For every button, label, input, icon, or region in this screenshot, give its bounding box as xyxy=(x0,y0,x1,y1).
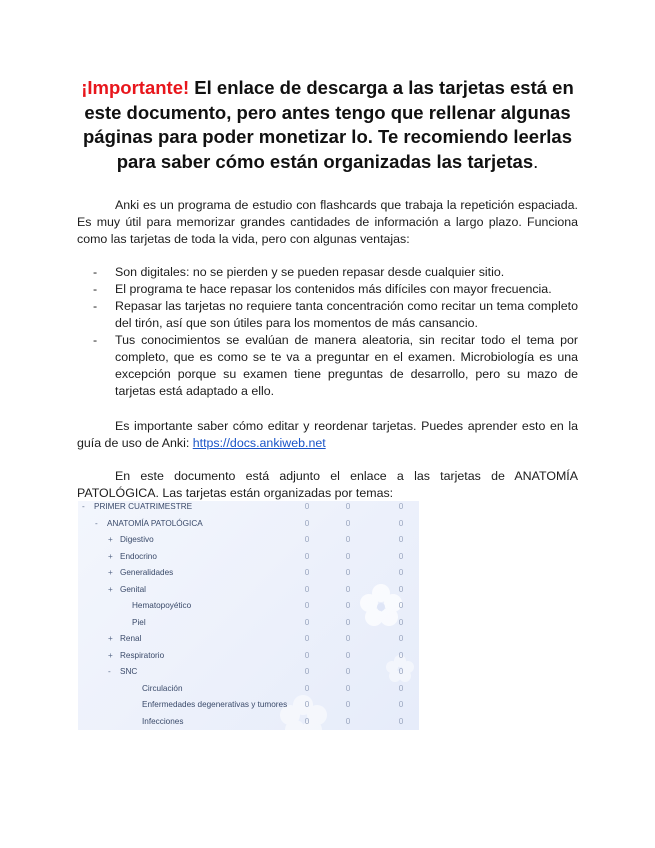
learn-count: 0 xyxy=(345,518,351,528)
list-item xyxy=(77,264,578,281)
new-count: 0 xyxy=(304,551,310,561)
deck-name xyxy=(130,714,183,730)
deck-row[interactable] xyxy=(78,501,419,515)
deck-label: Enfermedades degenerativas y tumores xyxy=(142,700,288,709)
deck-label: Respiratorio xyxy=(120,650,165,660)
new-count: 0 xyxy=(304,617,310,627)
deck-label: Digestivo xyxy=(120,535,154,544)
due-count: 0 xyxy=(398,568,404,577)
list-item-text: El programa te hace repasar los contenidos más difíciles con mayor frecuencia. xyxy=(115,282,552,296)
list-item xyxy=(77,332,578,400)
deck-label: Hematopoyético xyxy=(132,601,192,610)
learn-count: 0 xyxy=(345,535,351,544)
expand-toggle-icon[interactable]: + xyxy=(108,568,113,577)
deck-name xyxy=(108,631,141,647)
deck-label: Renal xyxy=(120,634,142,643)
deck-row[interactable] xyxy=(78,598,419,614)
new-count: 0 xyxy=(304,601,310,610)
deck-row[interactable] xyxy=(78,565,419,581)
collapse-toggle-icon[interactable]: - xyxy=(95,518,98,528)
due-count: 0 xyxy=(398,584,404,594)
deck-label: Infecciones xyxy=(142,716,184,726)
learn-count: 0 xyxy=(345,617,351,627)
deck-row[interactable] xyxy=(78,532,419,548)
anki-deck-screenshot xyxy=(78,501,419,730)
deck-name xyxy=(120,598,191,614)
new-count: 0 xyxy=(304,502,310,511)
learn-count: 0 xyxy=(345,667,351,676)
learn-count: 0 xyxy=(345,716,351,726)
advantages-list xyxy=(77,264,578,400)
learn-count: 0 xyxy=(345,650,351,660)
due-count: 0 xyxy=(398,535,404,544)
deck-note-paragraph xyxy=(77,468,578,502)
list-item-text: Tus conocimientos se evalúan de manera aleatoria, sin recitar todo el tema por completo, que es como se te va a preguntar en el examen. Microbiología es una excepción porque su examen tiene preguntas de desarrollo, pero su mazo de tarjetas está adaptado a ello. xyxy=(115,333,578,398)
bullet-dash: - xyxy=(93,299,98,313)
bullet-dash: - xyxy=(93,282,98,296)
due-count: 0 xyxy=(398,617,404,627)
due-count: 0 xyxy=(398,634,404,643)
due-count: 0 xyxy=(398,716,404,726)
deck-name xyxy=(108,582,146,598)
learn-count: 0 xyxy=(345,634,351,643)
deck-label: SNC xyxy=(120,667,138,676)
deck-label: PRIMER CUATRIMESTRE xyxy=(94,502,193,511)
learn-count: 0 xyxy=(345,568,351,577)
list-item xyxy=(77,281,578,298)
due-count: 0 xyxy=(398,551,404,561)
deck-name xyxy=(95,516,203,532)
deck-label: Generalidades xyxy=(120,568,174,577)
deck-name xyxy=(130,681,183,697)
expand-toggle-icon[interactable]: + xyxy=(108,535,113,544)
important-label: ¡Importante! xyxy=(81,77,190,98)
deck-name xyxy=(108,648,164,664)
deck-row[interactable] xyxy=(78,664,419,680)
bullet-dash: - xyxy=(93,265,98,279)
bullet-dash: - xyxy=(93,333,98,347)
deck-label: Genital xyxy=(120,584,146,594)
new-count: 0 xyxy=(304,518,310,528)
new-count: 0 xyxy=(304,700,310,709)
due-count: 0 xyxy=(398,502,404,511)
new-count: 0 xyxy=(304,716,310,726)
intro-paragraph xyxy=(77,197,578,248)
due-count: 0 xyxy=(398,650,404,660)
deck-row[interactable] xyxy=(78,681,419,697)
deck-name xyxy=(108,549,157,565)
deck-row[interactable] xyxy=(78,697,419,713)
new-count: 0 xyxy=(304,634,310,643)
deck-label: Endocrino xyxy=(120,551,157,561)
deck-name xyxy=(82,501,192,515)
guide-text: Es importante saber cómo editar y reordenar tarjetas. Puedes aprender esto en la guía de uso de Anki: xyxy=(77,419,578,450)
learn-count: 0 xyxy=(345,601,351,610)
new-count: 0 xyxy=(304,535,310,544)
collapse-toggle-icon[interactable]: - xyxy=(82,502,85,511)
learn-count: 0 xyxy=(345,502,351,511)
deck-name xyxy=(108,664,137,680)
list-item xyxy=(77,298,578,332)
deck-name xyxy=(108,532,154,548)
deck-row[interactable] xyxy=(78,582,419,598)
deck-name xyxy=(108,565,173,581)
learn-count: 0 xyxy=(345,584,351,594)
deck-label: ANATOMÍA PATOLÓGICA xyxy=(107,518,203,528)
learn-count: 0 xyxy=(345,551,351,561)
anki-docs-link[interactable]: https://docs.ankiweb.net xyxy=(192,436,326,450)
new-count: 0 xyxy=(304,584,310,594)
list-item-text: Son digitales: no se pierden y se pueden repasar desde cualquier sitio. xyxy=(115,265,505,279)
title-period: . xyxy=(533,150,539,172)
expand-toggle-icon[interactable]: + xyxy=(108,650,113,660)
due-count: 0 xyxy=(398,601,404,610)
deck-row[interactable] xyxy=(78,648,419,664)
deck-row[interactable] xyxy=(78,549,419,565)
new-count: 0 xyxy=(304,667,310,676)
title-text: El enlace de descarga a las tarjetas está en este documento, pero antes tengo que rellenar algunas páginas para poder monetizar lo. Te recomiendo leerlas para saber cómo están organizadas las tarjetas xyxy=(82,77,574,172)
new-count: 0 xyxy=(304,650,310,660)
deck-row[interactable] xyxy=(78,615,419,631)
deck-row[interactable] xyxy=(78,516,419,532)
deck-row[interactable] xyxy=(78,631,419,647)
learn-count: 0 xyxy=(345,683,351,693)
guide-paragraph xyxy=(77,418,578,452)
deck-note-text: En este documento está adjunto el enlace a las tarjetas de ANATOMÍA PATOLÓGICA. Las tarjetas están organizadas por temas: xyxy=(77,469,578,500)
deck-label: Circulación xyxy=(142,683,183,693)
collapse-toggle-icon[interactable]: - xyxy=(108,667,111,676)
expand-toggle-icon[interactable]: + xyxy=(108,634,113,643)
expand-toggle-icon[interactable]: + xyxy=(108,584,113,594)
deck-label: Piel xyxy=(132,617,146,627)
page-title xyxy=(70,76,585,174)
due-count: 0 xyxy=(398,683,404,693)
due-count: 0 xyxy=(398,518,404,528)
new-count: 0 xyxy=(304,568,310,577)
new-count: 0 xyxy=(304,683,310,693)
due-count: 0 xyxy=(398,700,404,709)
expand-toggle-icon[interactable]: + xyxy=(108,551,113,561)
deck-name xyxy=(120,615,146,631)
deck-row[interactable] xyxy=(78,714,419,730)
due-count: 0 xyxy=(398,667,404,676)
deck-name xyxy=(130,697,287,713)
intro-text: Anki es un programa de estudio con flashcards que trabaja la repetición espaciada. Es muy útil para memorizar grandes cantidades de información a largo plazo. Funciona como las tarjetas de toda la vida, pero con algunas ventajas: xyxy=(77,198,578,246)
learn-count: 0 xyxy=(345,700,351,709)
list-item-text: Repasar las tarjetas no requiere tanta concentración como recitar un tema completo del tirón, así que son útiles para los momentos de más cansancio. xyxy=(115,299,578,330)
